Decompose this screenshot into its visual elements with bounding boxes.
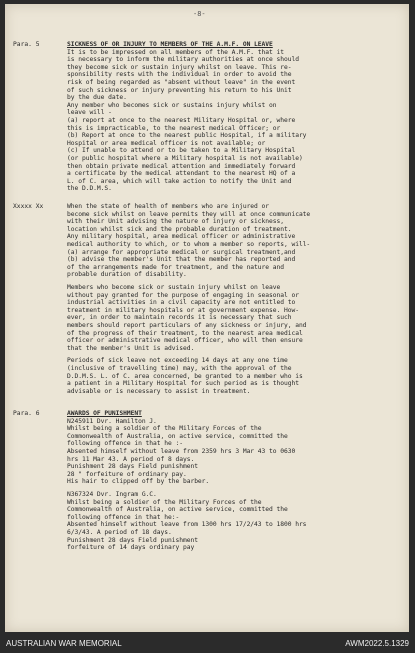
document-line: members should report particulars of any sickness or injury, and <box>67 322 307 329</box>
document-line: (b) advise the member's Unit that the member has reported and <box>67 256 296 264</box>
footer-institution: AUSTRALIAN WAR MEMORIAL <box>6 639 122 648</box>
document-line: Any member who becomes sick or sustains injury whilst on <box>67 101 277 109</box>
document-line: Hospital or area medical officer is not available; or <box>67 139 266 147</box>
side-note-label: Xxxxx Xx <box>13 203 44 210</box>
para-5-label: Para. 5 <box>13 41 40 48</box>
document-line: leave will - <box>67 109 112 117</box>
document-line: without pay granted for the purpose of engaging in seasonal or <box>67 291 299 299</box>
document-line: industrial activities in a civil capacity are not entitled to <box>67 299 296 307</box>
page-number: -8- <box>193 10 206 18</box>
document-line: (a) arrange for appropriate medical or surgical treatment,and <box>67 248 296 256</box>
document-line: It is to be impressed on all members of the A.M.F. that it <box>67 48 284 56</box>
document-line: L. of C. area, which will take action to notify the Unit and <box>67 177 292 185</box>
document-line: SICKNESS OF OR INJURY TO MEMBERS OF THE A.M.F. ON LEAVE <box>67 41 273 48</box>
document-line: (or public hospital where a Military hospital is not available) <box>67 155 303 162</box>
document-line: Absented himself without leave from 1300 hrs 17/2/43 to 1800 hrs <box>67 521 307 529</box>
document-line: N367324 Dvr. Ingram G.C. <box>67 491 157 498</box>
document-line: Commonwealth of Australia, on active service, committed the <box>67 432 288 440</box>
document-line: a patient in a Military Hospital for such period as is thought <box>67 380 299 388</box>
document-line: Whilst being a soldier of the Military Forces of the <box>67 498 262 506</box>
document-line: the D.D.M.S. <box>67 185 112 193</box>
document-line: When the state of health of members who are injured or <box>67 203 270 210</box>
document-line: a certificate by the medical attendant to the nearest HQ of a <box>67 170 296 178</box>
document-line: (inclusive of travelling time) may, with the approval of the <box>67 365 292 372</box>
document-line: that the member's Unit is advised. <box>67 344 195 352</box>
document-line: (c) If unable to attend or to be taken to a Military Hospital <box>67 147 296 155</box>
document-line: risk of being regarded as "absent without leave" in the event <box>67 79 296 86</box>
document-line: with their Unit advising the nature of injury or sickness, <box>67 218 284 226</box>
archive-footer <box>0 634 415 653</box>
document-line: Punishment 28 days Field punishment <box>67 536 198 544</box>
document-line: AWARDS OF PUNISHMENT <box>67 410 142 417</box>
document-line: Members who become sick or sustain injury whilst on leave <box>67 284 281 291</box>
document-line: of such sickness or injury preventing his return to his Unit <box>67 86 292 94</box>
document-line: (a) report at once to the nearest Military Hospital or, where <box>67 117 296 124</box>
footer-reference: AWM2022.5.1329 <box>345 639 409 648</box>
document-line: 28 " forfeiture of ordinary pay. <box>67 470 187 478</box>
document-line: treatment in military hospitals or at government expense. How- <box>67 306 299 314</box>
document-line: advisable or is necessary to assist in treatment. <box>67 387 251 395</box>
document-page <box>5 4 409 632</box>
document-line: His hair to clipped off by the barber. <box>67 478 210 486</box>
document-line: is necessary to inform the military authorities at once should <box>67 56 299 64</box>
document-line: become sick whilst on leave permits they will at once communicate <box>67 210 311 218</box>
document-line: Any military hospital, area medical officer or administrative <box>67 233 296 241</box>
document-line: following offence in that he :- <box>67 440 183 448</box>
document-line: of the arrangements made for treatment, and the nature and <box>67 263 284 271</box>
document-line: following offence in that he:- <box>67 513 180 521</box>
document-line: by the due date. <box>67 94 127 102</box>
document-line: sponsibility rests with the individual in order to avoid the <box>67 71 292 79</box>
document-line: Whilst being a soldier of the Military Forces of the <box>67 425 262 433</box>
document-line: 6/3/43. A period of 18 days. <box>67 529 172 536</box>
document-line: this is impracticable, to the nearest medical Officer; or <box>67 124 281 132</box>
document-line: Periods of sick leave not exceeding 14 days at any one time <box>67 357 288 365</box>
document-line: they become sick or sustain injury whilst on leave. This re- <box>67 63 292 71</box>
document-line: probable duration of disability. <box>67 271 187 279</box>
para-6-label: Para. 6 <box>13 410 40 417</box>
document-line: officer or administrative medical officer, who will then ensure <box>67 337 303 345</box>
document-line: location whilst sick and the probable duration of treatment. <box>67 225 292 233</box>
document-line: then obtain private medical attention and immediately forward <box>67 162 296 170</box>
document-line: ever, in order to maintain records it is necessary that such <box>67 314 292 322</box>
document-line: of the progress of their treatment, to the nearest area medical <box>67 329 303 337</box>
document-line: forfeiture of 14 days ordinary pay <box>67 544 195 552</box>
document-line: Punishment 28 days Field punishment <box>67 463 198 471</box>
document-line: medical authority to which, or to whom a member so reports, will- <box>67 241 311 248</box>
document-line: N245911 Dvr. Hamilton J. <box>67 417 157 425</box>
document-line: hrs 11 Mar 43. A period of 8 days. <box>67 455 195 463</box>
document-line: Absented himself without leave from 2359 hrs 3 Mar 43 to 0630 <box>67 448 296 455</box>
document-line: D.D.M.S. L. of C. area concerned, be granted to a member who is <box>67 372 303 380</box>
document-line: (b) Report at once to the nearest public Hospital, if a military <box>67 132 307 140</box>
document-line: Commonwealth of Australia, on active service, committed the <box>67 506 288 514</box>
